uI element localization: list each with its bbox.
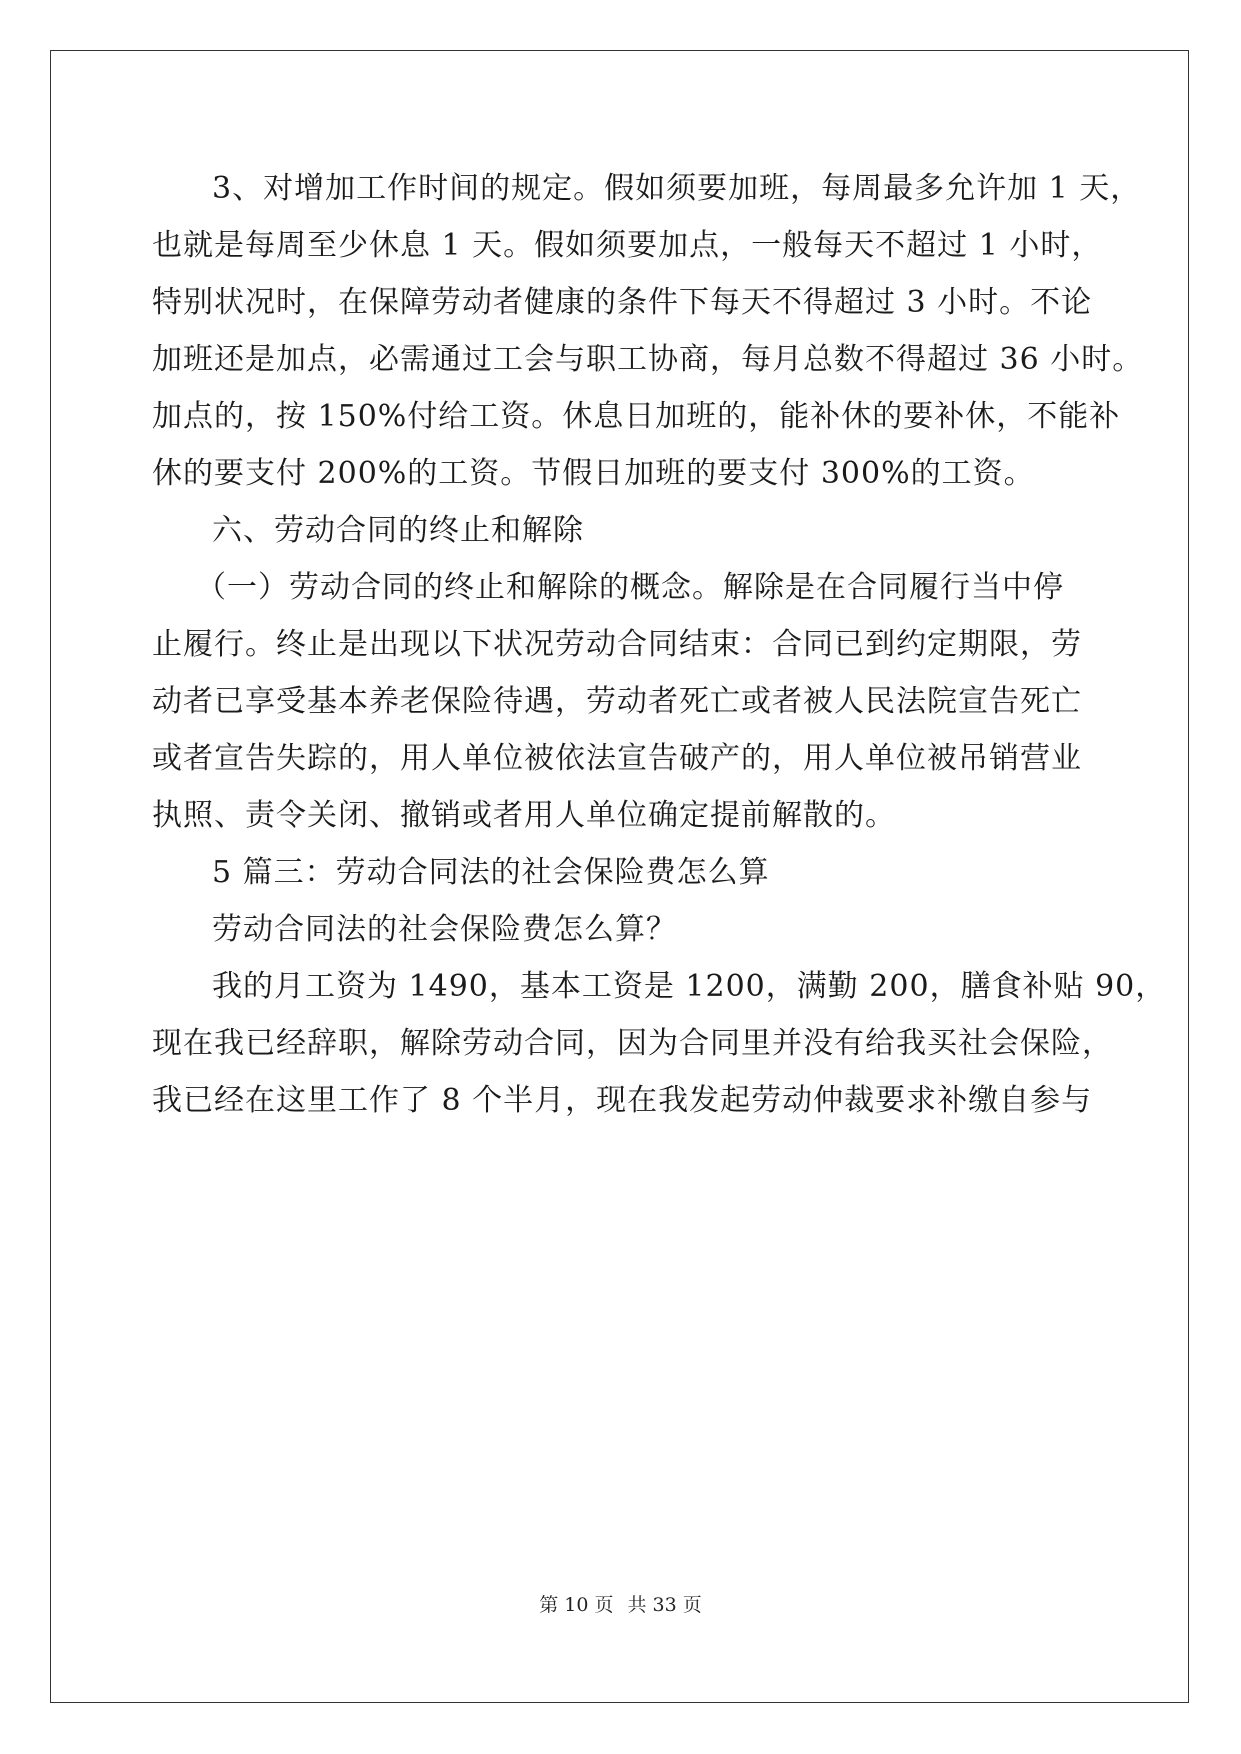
paragraph-line: 动者已享受基本养老保险待遇，劳动者死亡或者被人民法院宣告死亡 [152,684,1082,719]
paragraph-line: 我已经在这里工作了 8 个半月，现在我发起劳动仲裁要求补缴自参与 [152,1083,1093,1118]
paragraph-line: 我的月工资为 1490，基本工资是 1200，满勤 200，膳食补贴 90， [212,969,1167,1004]
paragraph-line: （一）劳动合同的终止和解除的概念。解除是在合同履行当中停 [196,570,1064,605]
paragraph-line: 执照、责令关闭、撤销或者用人单位确定提前解散的。 [152,798,896,833]
paragraph-line: 3、对增加工作时间的规定。假如须要加班，每周最多允许加 1 天， [212,171,1142,206]
page-footer [0,1593,1241,1617]
paragraph-line: 现在我已经辞职，解除劳动合同，因为合同里并没有给我买社会保险， [152,1026,1113,1061]
question-heading: 劳动合同法的社会保险费怎么算？ [212,912,677,947]
paragraph-line: 或者宣告失踪的，用人单位被依法宣告破产的，用人单位被吊销营业 [152,741,1082,776]
paragraph-line: 加点的，按 150%付给工资。休息日加班的，能补休的要补休，不能补 [152,399,1121,434]
paragraph-line: 也就是每周至少休息 1 天。假如须要加点，一般每天不超过 1 小时， [152,228,1103,263]
paragraph-line: 加班还是加点，必需通过工会与职工协商，每月总数不得超过 36 小时。 [152,342,1144,377]
page-total: 共 33 页 [627,1594,702,1616]
page-number: 第 10 页 [539,1594,614,1616]
section-heading: 5 篇三：劳动合同法的社会保险费怎么算 [212,855,770,890]
paragraph-line: 特别状况时，在保障劳动者健康的条件下每天不得超过 3 小时。不论 [152,285,1093,320]
section-heading: 六、劳动合同的终止和解除 [212,513,584,548]
paragraph-line: 休的要支付 200%的工资。节假日加班的要支付 300%的工资。 [152,456,1035,491]
paragraph-line: 止履行。终止是出现以下状况劳动合同结束：合同已到约定期限，劳 [152,627,1082,662]
